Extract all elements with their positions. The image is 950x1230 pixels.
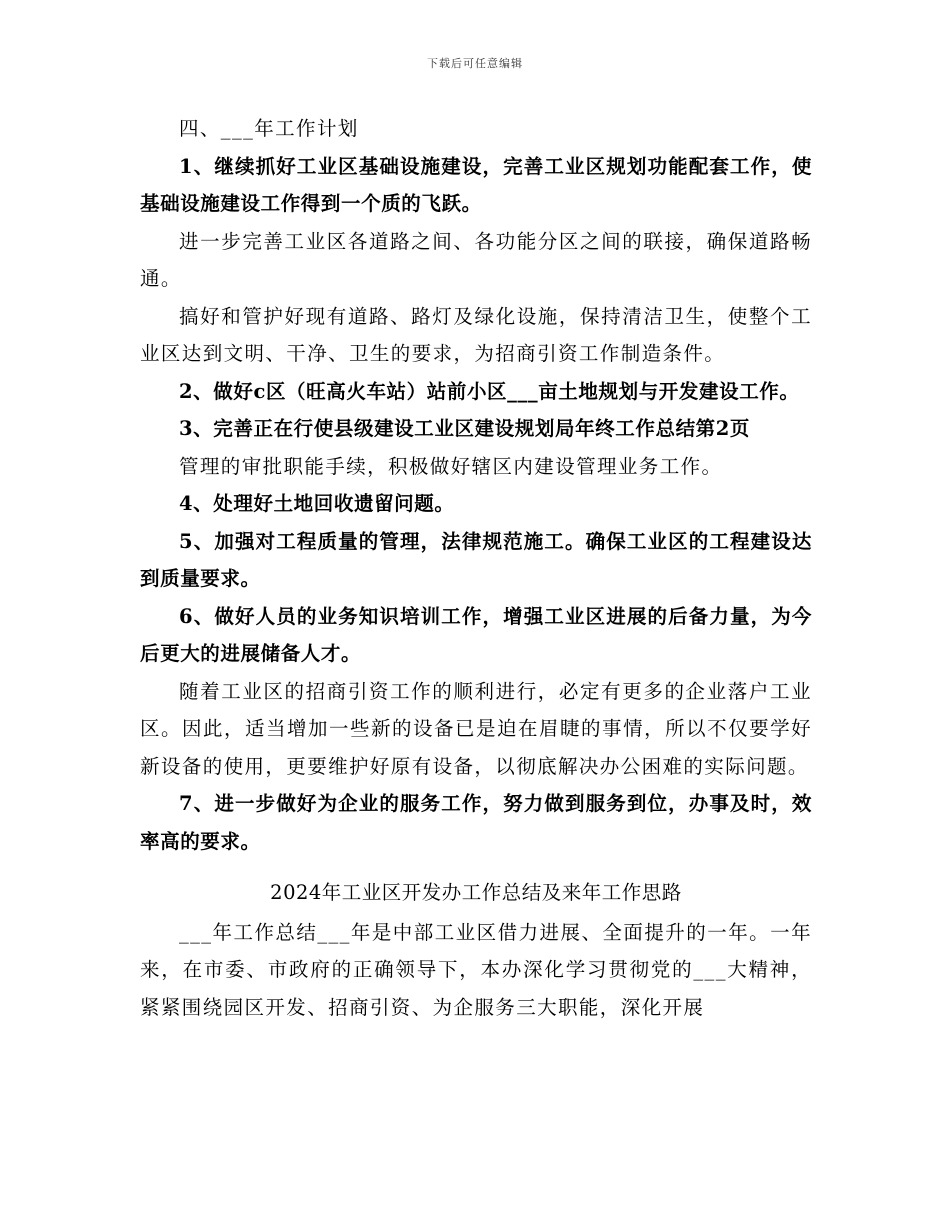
- plan-item-6: 6、做好人员的业务知识培训工作，增强工业区进展的后备力量，为今后更大的进展储备人才。: [140, 604, 812, 665]
- document-body: [140, 110, 812, 1026]
- header-note: 下载后可任意编辑: [427, 57, 523, 70]
- plan-item-7: 7、进一步做好为企业的服务工作，努力做到服务到位，办事及时，效率高的要求。: [140, 792, 812, 853]
- plan-item-5: 5、加强对工程质量的管理，法律规范施工。确保工业区的工程建设达到质量要求。: [140, 529, 812, 590]
- plan-item-4: 4、处理好土地回收遗留问题。: [179, 492, 455, 515]
- plan-item-1-para-2: 搞好和管护好现有道路、路灯及绿化设施，保持清洁卫生，使整个工业区达到文明、干净、卫生的要求，为招商引资工作制造条件。: [140, 304, 812, 365]
- plan-item-1-para-1: 进一步完善工业区各道路之间、各功能分区之间的联接，确保道路畅通。: [140, 229, 812, 290]
- next-section-intro: ___年工作总结___年是中部工业区借力进展、全面提升的一年。一年来，在市委、市政府的正确领导下，本办深化学习贯彻党的___大精神，紧紧围绕园区开发、招商引资、为企服务三大职能，深化开展: [140, 920, 812, 1019]
- plan-item-6-para-1: 随着工业区的招商引资工作的顺利进行，必定有更多的企业落户工业区。因此，适当增加一些新的设备已是迫在眉睫的事情，所以不仅要学好新设备的使用，更要维护好原有设备，以彻底解决办公困难的实际问题。: [140, 679, 812, 778]
- section-heading: 四、___年工作计划: [179, 117, 359, 140]
- plan-item-3-para-1: 管理的审批职能手续，积极做好辖区内建设管理业务工作。: [179, 454, 723, 478]
- next-section-title: 2024年工业区开发办工作总结及来年工作思路: [270, 881, 682, 904]
- plan-item-1: 1、继续抓好工业区基础设施建设，完善工业区规划功能配套工作，使基础设施建设工作得到一个质的飞跃。: [140, 154, 812, 215]
- plan-item-3: 3、完善正在行使县级建设工业区建设规划局年终工作总结第2页: [179, 417, 751, 440]
- plan-item-2: 2、做好c区（旺高火车站）站前小区___亩土地规划与开发建设工作。: [179, 379, 800, 403]
